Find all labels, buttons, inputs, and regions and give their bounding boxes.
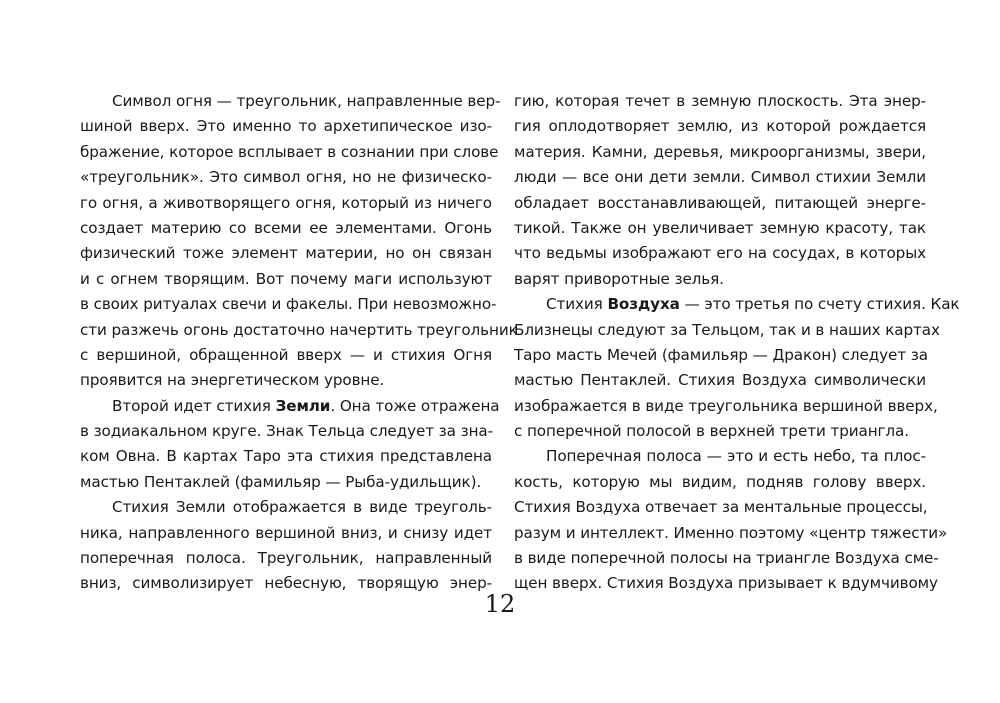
text-run: изображается в виде треугольника вершиной вверх,: [514, 396, 938, 415]
bold-term: Воздуха: [607, 295, 680, 314]
text-run: проявится на энергетическом уровне.: [80, 371, 385, 390]
text-line: [80, 546, 492, 571]
bold-term: Земли: [275, 396, 331, 415]
text-run: го огня, а животворящего огня, который из ничего: [80, 193, 492, 212]
text-run: шиной вверх. Это именно то архетипическое изо-: [80, 117, 492, 136]
text-line: [514, 318, 940, 343]
text-run: «треугольник». Это символ огня, но не физическо-: [80, 168, 492, 187]
text-run: с вершиной, обращенной вверх — и стихия Огня: [80, 345, 492, 364]
text-run: что ведьмы изображают его на сосудах, в которых: [514, 244, 926, 263]
text-line: [80, 495, 492, 520]
text-line: [514, 419, 926, 444]
text-line: [80, 114, 492, 139]
text-line: [514, 343, 926, 368]
text-line: [80, 191, 492, 216]
text-line: [80, 368, 492, 393]
text-run: щен вверх. Стихия Воздуха призывает к вдумчивому: [514, 574, 938, 593]
text-line: [80, 521, 492, 546]
text-run: Поперечная полоса — это и есть небо, та плос-: [546, 447, 926, 466]
text-run: гия оплодотворяет землю, из которой рождается: [514, 117, 926, 136]
text-run: мастью Пентаклей (фамильяр — Рыба-удильщик).: [80, 472, 482, 491]
text-line: [80, 241, 492, 266]
text-line: [80, 89, 501, 114]
text-line: [514, 495, 926, 520]
text-line: [514, 267, 926, 292]
text-run: Символ огня — треугольник, направленные вер-: [112, 92, 501, 110]
left-text-column: [80, 89, 518, 597]
text-run: ком Овна. В картах Таро эта стихия представлена: [80, 447, 492, 466]
text-run: в зодиакальном круге. Знак Тельца следует за зна-: [80, 422, 493, 441]
text-run: обладает восстанавливающей, питающей энерге-: [514, 193, 926, 212]
text-run: материя. Камни, деревья, микроорганизмы, звери,: [514, 142, 926, 161]
text-line: [80, 343, 492, 368]
text-line: [80, 267, 492, 292]
text-run: Стихия: [546, 295, 608, 314]
text-run: бражение, которое всплывает в сознании при слове: [80, 142, 499, 161]
text-run: Стихия Земли отображается в виде треуголь-: [112, 498, 492, 517]
text-run: ника, направленного вершиной вниз, и снизу идет: [80, 523, 492, 542]
text-line: [80, 419, 492, 444]
text-line: [514, 368, 926, 393]
text-run: в своих ритуалах свечи и факелы. При невозможно-: [80, 295, 497, 314]
text-run: поперечная полоса. Треугольник, направленный: [80, 549, 492, 568]
text-run: Близнецы следуют за Тельцом, так и в наших картах: [514, 320, 940, 339]
text-run: . Она тоже отражена: [330, 396, 500, 415]
text-line: [80, 165, 492, 190]
text-line: [514, 191, 926, 216]
text-run: варят приворотные зелья.: [514, 269, 724, 288]
text-line: [514, 444, 926, 469]
text-run: Таро масть Мечей (фамильяр — Дракон) следует за: [514, 345, 928, 364]
page-number: 12: [484, 590, 516, 618]
text-line: [514, 216, 926, 241]
text-line: [80, 140, 499, 165]
text-line: [514, 114, 926, 139]
text-line: [514, 546, 939, 571]
text-run: создает материю со всеми ее элементами. Огонь: [80, 218, 492, 237]
text-line: [514, 140, 926, 165]
text-line: [514, 394, 938, 419]
text-run: физический тоже элемент материи, но он связан: [80, 244, 492, 263]
text-run: разум и интеллект. Именно поэтому «центр тяжести»: [514, 523, 948, 542]
text-line: [80, 444, 492, 469]
text-line: [80, 216, 492, 241]
text-run: мастью Пентаклей. Стихия Воздуха символически: [514, 371, 926, 390]
text-line: [514, 470, 926, 495]
text-line: [80, 470, 492, 495]
text-run: люди — все они дети земли. Символ стихии Земли: [514, 168, 926, 187]
text-run: тикой. Также он увеличивает земную красоту, так: [514, 218, 926, 237]
text-line: [80, 318, 518, 343]
text-line: [514, 241, 926, 266]
text-run: в виде поперечной полосы на триангле Воздуха сме-: [514, 549, 939, 568]
text-line: [514, 89, 926, 114]
text-line: [514, 165, 926, 190]
text-run: и с огнем творящим. Вот почему маги используют: [80, 269, 492, 288]
text-run: Второй идет стихия: [112, 396, 276, 415]
text-line: [514, 521, 948, 546]
text-run: с поперечной полосой в верхней трети триангла.: [514, 422, 909, 441]
text-line: [80, 394, 500, 419]
text-run: кость, которую мы видим, подняв голову вверх.: [514, 472, 926, 491]
text-run: сти разжечь огонь достаточно начертить треугольник: [80, 320, 518, 339]
right-text-column: [514, 89, 960, 597]
text-run: Стихия Воздуха отвечает за ментальные процессы,: [514, 498, 928, 517]
text-line: [80, 292, 497, 317]
text-run: вниз, символизирует небесную, творящую энер-: [80, 574, 492, 593]
text-line: [514, 292, 960, 317]
text-run: — это третья по счету стихия. Как: [679, 295, 960, 314]
text-run: гию, которая течет в земную плоскость. Эта энер-: [514, 92, 926, 110]
